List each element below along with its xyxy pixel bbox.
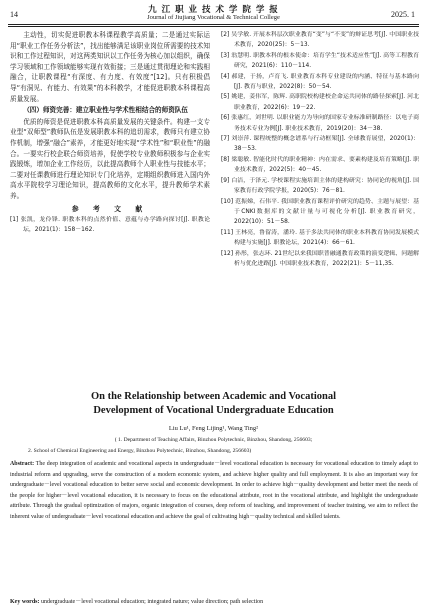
left-column [10,30,210,236]
references-title: 参 考 文 献 [71,204,149,213]
english-title-line: Development of Vocational Undergraduate Education [93,405,334,416]
header-rule [8,24,419,25]
abstract-text: The deep integration of academic and vocational aspects in undergraduate－level vocational education is necessary for vocational education to timely adapt to industrial reform and upgrading, serve the construction of a modern economic system, and achieve higher quality and full employment. It is also an important way for undergraduate－level vocational education to better serve social and economic development. In order to achieve high－quality development and better meet the needs of the people for higher－level vocational education, it is necessary to focus on the educational attribute, root in the vocational attribute, and highlight the undergraduate attribute. Through the gradual optimization of majors, organic integration of courses, deep reform of teaching, and improvement of teacher training, we aim to reflect the inherent value of undergraduate－level vocational education and achieve the goal of cultivating high－quality technical and skilled talents. [10,461,418,520]
section-subheading: （四）师资完善：建立职业性与学术性相结合的师资队伍 [23,106,189,115]
right-column [221,30,419,269]
reference-item: [8] 梁聪敏. 智能化时代的职业精神：内在需求、要素构建及培育策略[J]. 职业技术教育，2022(5)：40－45. [221,156,419,174]
english-keywords [10,598,418,607]
header-rule-thin [8,26,419,27]
keywords-text: undergraduate－level vocational education; integrated nature; value direction; path selection [39,599,264,605]
english-title [0,390,427,418]
reference-item: [2] 吴学敏. 开展本科层次职业教育“变”与“不变”的辩证思考[J]. 中国职业技术教育，2020(25)：5－13. [221,32,419,49]
page-number: 14 [10,10,18,19]
reference-item: [12] 孙彤，张志环. 21世纪以来我国职普融通教育政策的演变逻辑、问题解析与优化进路[J]. 中国职业技术教育，2022(21)：5－11,35. [221,250,419,267]
body-paragraph: 主动性，切实促进职教本科课程教学高质量；二是通过实际运用“职业工作任务分析法”，找出能够满足该职业岗位所需要的技术知识和工作过程知识，对这两类知识以工作任务为核心加以组织，确保学习领域和工作领域能够实现有效衔接；三是通过贯彻理论和实践相融合，让职教课程“有深度、有力度、有效度”[12]。只有积极倡导“有洞见、有能力、有效果”的本科教学，才能促进职教本科课程高质量发展。 [10,31,210,103]
affiliation-1: ( 1. Department of Teaching Affairs, Binzhou Polytechnic, Binzhou, Shandong, 256603; [114,437,313,443]
reference-item: [6] 张惠红，刘世明. 以职业能力为导向的国家专业标准研制路径：以电子商务技术专业为例[J]. 职业技术教育，2019(20)：34－38. [221,115,419,132]
reference-item: [3] 翁慧明. 职教本科的根本使命：培育学生“技术适应性”[J]. 高等工程教育研究，2021(6)：110－114. [221,52,419,70]
english-abstract [10,459,418,522]
journal-title-cn: 九 江 职 业 技 术 学 院 学 报 [148,5,279,15]
journal-title-en: Journal of Jiujiang Vocational & Technical College [147,14,280,21]
abstract-label: Abstract: [10,461,35,467]
reference-item: [5] 姚建，姜伟军，陈辉. 高职院校构建校企命运共同体的路径探索[J]. 河北职业教育，2022(6)：19－22. [221,94,419,111]
english-title-line: On the Relationship between Academic and Vocational [90,391,337,402]
reference-item: [11] 王林亮，鲁留涛，潘玲. 基于多法共同体的职业本科教育协同发展模式构建与实施[J]. 职教论坛，2021(4)：66－61. [221,229,419,247]
keywords-label: Key words: [10,599,40,605]
body-paragraph: 优质的师资是促进职教本科高质量发展的关键条件。构建一支专业型“双师型”教师队伍是发展职教本科的追切需求，教师只有建立协作机制，增强“融合”素养，才能更好地实现“学术性”和“职业性”的融合。一要实行校企联合师资培养，促使学校专业教师积极参与企业实践锻炼，增加企业工作经历，以此提高教师个人职业性与技能水平；二要对任课教师进行理论知识专门化培养，定期组织教师进入国内外高水平院校学习理论知识，提高教师的文化水平，提升教师学术素养。 [10,117,210,200]
reference-item: [4] 郝建，于扬，卢育飞. 职业教育本科专业建设的内涵、特征与基本路向[J]. 教育与职业，2022(8)：50－54. [221,73,419,91]
issue-number: 2025. 1 [391,10,415,19]
affiliation-2: 2. School of Chemical Engineering and Energy, Binzhou Polytechnic, Binzhou, Shandong, 256603) [28,448,252,454]
english-authors: Liu Lu¹, Feng Lijing¹, Wang Ting² [168,425,259,432]
reference-item: [1] 张凯，龙伶锋. 职教本科的点然价值、意蕴与办学路向探讨[J]. 职教论坛，2021(1)：158－162. [10,217,210,233]
reference-item: [10] 范振娣，石伟平. 我国职业教育课程评价研究的趋势、主题与展望：基于CNKI数据库的文献计量与可视化分析[J]. 职业教育研究，2022(10)：51－58. [221,198,419,226]
reference-item: [9] 白洁，于泽元. 学校课程实施培训主体的建构研究：协同论的视角[J]. 国家教育行政学院学报，2020(5)：76－81. [221,177,419,195]
reference-item: [7] 刘崇萍. 课程统整的概念谱系与行动框架[J]. 全球教育展望，2020(1)：38－53. [221,136,419,153]
